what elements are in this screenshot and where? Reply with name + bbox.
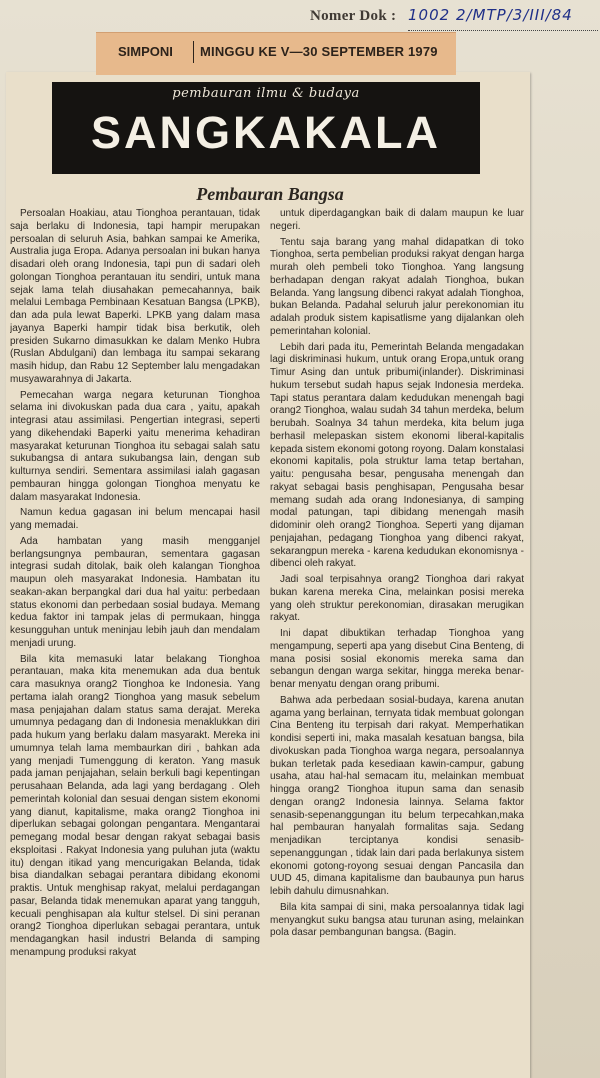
article-paragraph: Bila kita memasuki latar belakang Tionghoa perantauan, maka kita menemukan ada dua bentuk cara masuknya orang2 Tionghoa ke Indonesia. Yang pertama ialah orang2 Tionghoa yang masuk sebelum masa penjajahan dalam status sama derajat. Mereka umumnya pedagang dan di Indonesia menaklukkan diri pada hukum yang berlaku dalam masyarakt. Mereka ini umumnya telah lama membaurkan diri , bahkan ada yang menjadi Tumenggung di keraton. Yang masuk pada jaman penjajahan, selain berkuli bagi kepentingan perusahaan Belanda, ada lagi yang berdagang . Oleh pemerintah kolonial dan sesuai dengan sistem ekonomi yang dianut, kapitalisme, maka orang2 Tionghoa ini diperlukan sebagai golongan pengantara. Mengantarai pemegang modal besar dengan rakyat sebagai basis eksploitasi . Rakyat Indonesia yang puluhan juta (waktu itu) dengan itikad yang mencurigakan Belanda, tidak bisa diandalkan sebagai perantara dibidang ekonomi praktis. Untuk menghisap rakyat, melalui perdagangan pasar, Belanda tidak menemukan aparat yang tangguh, kecuali penghisapan ala kultur stelsel. Di sini peranan orang2 Tionghoa diperlukan sebagai perantara, untuk mendagangkan hasil industri Belanda di samping menampung produksi rakyat [10,653,260,958]
section-name: SIMPONI [118,44,173,59]
article-paragraph: Ada hambatan yang masih mengganjel berlangsungnya pembauran, sementara gagasan integrasi sudah ditolak, baik oleh kalangan Tionghoa maupun oleh masyarakat Indonesia. Hambatan itu seakan-akan berpangkal dari dua hal yaitu: perbedaan status ekonomi dan perbedaan sosial budaya. Memang kedua faktor ini tampak jelas di permukaan, hingga kesungguhan untuk meninjau lebih jauh dan mendalam menjadi urung. [10,535,260,649]
article-paragraph: Jadi soal terpisahnya orang2 Tionghoa dari rakyat bukan karena mereka Cina, melainkan posisi mereka yang oleh struktur perekonomian, dirasakan merugikan rakyat. [270,574,524,624]
article-column-right [270,208,524,1068]
ribbon-divider [193,41,194,63]
issue-date: MINGGU KE V—30 SEPTEMBER 1979 [200,44,438,59]
article-paragraph: Ini dapat dibuktikan terhadap Tionghoa yang mengampung, seperti apa yang disebut Cina Benteng, di mana posisi sosial ekonomis mereka sama dan sebangun dengan warga sekitar, hingga mereka benar-benar menyatu dengan orang pribumi. [270,628,524,690]
masthead-title: SANGKAKALA [91,107,441,158]
article-title: Pembauran Bangsa [196,184,344,204]
document-number-field [310,6,600,34]
article-paragraph: Lebih dari pada itu, Pemerintah Belanda mengadakan lagi diskriminasi hukum, untuk orang Eropa,untuk orang Timur Asing dan untuk pribumi(inlander). Diskriminasi hukum tersebut sudah hapus sejak Indonesia merdeka. Tapi status perantara dalam kedudukan menengah bagi orang2 Tionghoa, walau sudah 34 tahun merdeka, belum berubah. Soalnya 34 tahun merdeka, kita belum juga berhasil melepaskan sistem ekonomi liberal-kapitalis kepada sistem ekonomi gotong royong. Dalam konstalasi ekonomi kapitalis, pola struktur lama tetap bertahan, yaitu: pengusaha besar, pengusaha menengah dan rakyat sebagai basis penghisapan, Pengusaha besar memang sudah ada orang Indonesianya, di samping modal patungan, tapi dibidang menengah masih didominir oleh orang2 Tionghoa. Seperti yang dijaman penjajahan, pedagang Tionghoa yang dibenci rakyat, sekarangpun mereka - karena kedudukan ekonomisnya - dibenci oleh rakyat. [270,341,524,570]
article-paragraph: Tentu saja barang yang mahal didapatkan di toko Tionghoa, serta pembelian produksi rakyat dengan harga murah oleh pembeli toko Tionghoa. Yang langsung berhadapan dengan rakyat adalah Tionghoa, bukan Belanda. Yang langsung dibenci rakyat adalah Tionghoa, bukan Belanda. Padahal seluruh jalur perekonomian itu adalah produk sistem kapisatlisme yang dijalankan oleh pemerintahan kolonial. [270,236,524,337]
article-paragraph: Bila kita sampai di sini, maka persoalannya tidak lagi menyangkut suku bangsa atau turunan asing, melainkan pola dasar pembangunan bangsa. (Bagin. [270,901,524,939]
section-ribbon [96,32,456,75]
article-paragraph: untuk diperdagangkan baik di dalam maupun ke luar negeri. [270,208,524,232]
article-paragraph: Bahwa ada perbedaan sosial-budaya, karena anutan agama yang berlainan, ternyata tidak membuat golongan Cina Benteng itu terpisah dari rakyat. Memperhatikan kondisi seperti ini, maka masalah kesatuan bangsa, bila divokuskan pada Tionghoa warga negara, persoalannya bukan terletak pada kesediaan kawin-campur, gabung usaha, atau hal-hal semacam itu, melainkan membuat hingga orang2 Tionghoa itupun sama dan senasib dengan orang2 Indonesia lainnya. Selama faktor senasib-sepenanggungan itu belum terpecahkan,maka hal pembauran hanyalah formalitas saja. Sedang menjadikan terciptanya kondisi senasib-sepenanggungan , tidak lain dari pada berlakunya sistem ekonomi gotong-royong sesuai dengan Pancasila dan UUD 45, dimana kapitalisme dan baubaunya pun harus lebih dahulu dimusnahkan. [270,694,524,897]
article-paragraph: Namun kedua gagasan ini belum mencapai hasil yang memadai. [10,507,260,531]
masthead-banner [52,82,480,174]
doc-number-value: 1002 2/MTP/3/III/84 [408,6,598,31]
article-paragraph: Persoalan Hoakiau, atau Tionghoa perantauan, tidak saja berlaku di Indonesia, tapi hampir merupakan persoalan di seluruh Asia, bahkan sampai ke Amerika, Australia juga Eropa. Adanya persoalan ini bukan hanya disadari oleh orang Indonesia, tapi pun di sadari oleh golongan Tionghoa perantauan itu sendiri, untuk mana sejak lama telah diusahakan pemecahannya, baik melalui Lembaga Pembinaan Kesatuan Bangsa (LPKB), dan ada pula lewat Baperki. LPKB yang dalam masa jayanya Baperki hampir tidak bisa berkutik, oleh presiden Sukarno dimasukkan ke dalam Menko Hubra (Ruslan Abdulgani) dan lembaga itu sampai sekarang masih hidup, dan Rabu 12 September lalu mengadakan musyawarahnya di Jakarta. [10,208,260,385]
article-paragraph: Pemecahan warga negara keturunan Tionghoa selama ini divokuskan pada dua cara , yaitu, apakah integrasi atau assimilasi. Pengertian integrasi, seperti yang dikehendaki Baperki yaitu menerima kehadiran masyarakat keturunan Tionghoa itu sebagai salah satu sukubangsa di antara sukubangsa lain, dengan sub kulturnya sendiri. Sementara assimilasi ialah gagasan pembauran hingga golongan Tionghoa menyatu ke dalam masyarakat Indonesia. [10,389,260,503]
masthead-tagline: pembauran ilmu & budaya [172,86,360,101]
doc-number-label: Nomer Dok : [310,8,397,24]
article-column-left [10,208,260,1068]
